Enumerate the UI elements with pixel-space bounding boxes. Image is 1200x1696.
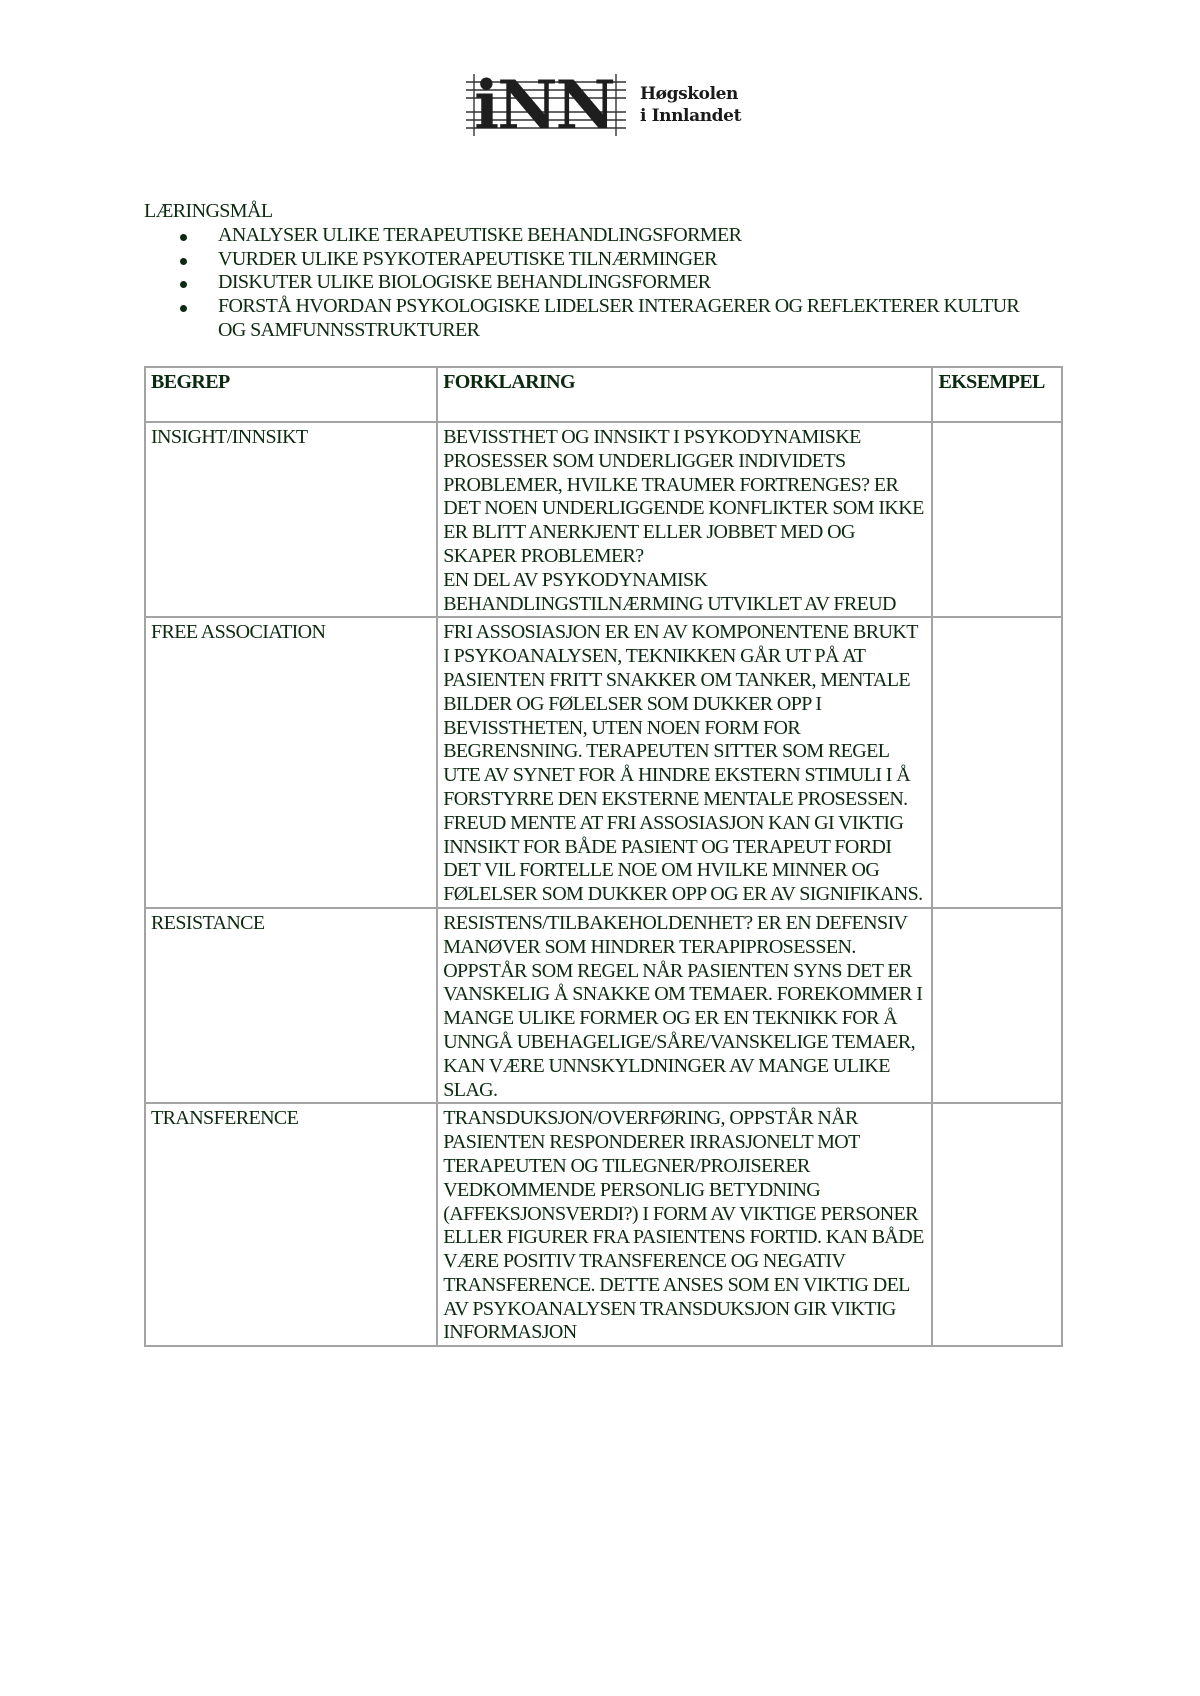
header-explanation: FORKLARING (437, 367, 932, 422)
logo-line-1: Høgskolen (640, 84, 739, 104)
objective-item (144, 224, 1044, 248)
explanation-cell: TRANSDUKSJON/OVERFØRING, OPPSTÅR NÅR PASIENTEN RESPONDERER IRRASJONELT MOT TERAPEUTEN OG TILEGNER/PROJISERER VEDKOMMENDE PERSONLIG BETYDNING (AFFEKSJONSVERDI?) I FORM AV VIKTIGE PERSONER ELLER FIGURER FRA PASIENTENS FORTID. KAN BÅDE VÆRE POSITIV TRANSFERENCE OG NEGATIV TRANSFERENCE. DETTE ANSES SOM EN VIKTIG DEL AV PSYKOANALYSEN TRANSDUKSJON GIR VIKTIG INFORMASJON (437, 1103, 932, 1346)
institution-logo (466, 70, 741, 140)
objectives-heading: LÆRINGSMÅL (144, 200, 273, 222)
objective-item (144, 295, 1044, 343)
objective-item (144, 271, 1044, 295)
objective-item (144, 248, 1044, 272)
logo-line-2: i Innlandet (640, 106, 742, 126)
objective-text: FORSTÅ HVORDAN PSYKOLOGISKE LIDELSER INTERAGERER OG REFLEKTERER KULTUR OG SAMFUNNSSTRUKTURER (218, 295, 1020, 341)
term-cell: RESISTANCE (145, 908, 437, 1103)
table-header-row (145, 367, 1062, 422)
term-cell: TRANSFERENCE (145, 1103, 437, 1346)
objective-text: ANALYSER ULIKE TERAPEUTISKE BEHANDLINGSFORMER (218, 223, 742, 246)
learning-objectives (144, 200, 1044, 343)
objective-text: VURDER ULIKE PSYKOTERAPEUTISKE TILNÆRMINGER (218, 247, 717, 270)
explanation-cell: BEVISSTHET OG INNSIKT I PSYKODYNAMISKE PROSESSER SOM UNDERLIGGER INDIVIDETS PROBLEMER, HVILKE TRAUMER FORTRENGES? ER DET NOEN UNDERLIGGENDE KONFLIKTER SOM IKKE ER BLITT ANERKJENT ELLER JOBBET MED OG SKAPER PROBLEMER? EN DEL AV PSYKODYNAMISK BEHANDLINGSTILNÆRMING UTVIKLET AV FREUD (437, 422, 932, 617)
example-cell (932, 1103, 1062, 1346)
example-cell (932, 422, 1062, 617)
bullet-icon (180, 258, 187, 265)
term-cell: FREE ASSOCIATION (145, 617, 437, 908)
concept-table (144, 366, 1063, 1347)
table-row (145, 422, 1062, 617)
explanation-cell: RESISTENS/TILBAKEHOLDENHET? ER EN DEFENSIV MANØVER SOM HINDRER TERAPIPROSESSEN. OPPSTÅR SOM REGEL NÅR PASIENTEN SYNS DET ER VANSKELIG Å SNAKKE OM TEMAER. FOREKOMMER I MANGE ULIKE FORMER OG ER EN TEKNIKK FOR Å UNNGÅ UBEHAGELIGE/SÅRE/VANSKELIGE TEMAER, KAN VÆRE UNNSKYLDNINGER AV MANGE ULIKE SLAG. (437, 908, 932, 1103)
header-term: BEGREP (145, 367, 437, 422)
example-cell (932, 908, 1062, 1103)
bullet-icon (180, 305, 187, 312)
table-row (145, 908, 1062, 1103)
explanation-cell: FRI ASSOSIASJON ER EN AV KOMPONENTENE BRUKT I PSYKOANALYSEN, TEKNIKKEN GÅR UT PÅ AT PASIENTEN FRITT SNAKKER OM TANKER, MENTALE BILDER OG FØLELSER SOM DUKKER OPP I BEVISSTHETEN, UTEN NOEN FORM FOR BEGRENSNING. TERAPEUTEN SITTER SOM REGEL UTE AV SYNET FOR Å HINDRE EKSTERN STIMULI I Å FORSTYRRE DEN EKSTERNE MENTALE PROSESSEN. FREUD MENTE AT FRI ASSOSIASJON KAN GI VIKTIG INNSIKT FOR BÅDE PASIENT OG TERAPEUT FORDI DET VIL FORTELLE NOE OM HVILKE MINNER OG FØLELSER SOM DUKKER OPP OG ER AV SIGNIFIKANS. (437, 617, 932, 908)
term-cell: INSIGHT/INNSIKT (145, 422, 437, 617)
logo-wordmark (640, 83, 741, 127)
example-cell (932, 617, 1062, 908)
inn-logo-mark (466, 70, 626, 140)
bullet-icon (180, 234, 187, 241)
svg-text:iNN: iNN (474, 70, 614, 140)
header-example: EKSEMPEL (932, 367, 1062, 422)
objective-text: DISKUTER ULIKE BIOLOGISKE BEHANDLINGSFORMER (218, 271, 711, 294)
table-row (145, 617, 1062, 908)
bullet-icon (180, 281, 187, 288)
table-row (145, 1103, 1062, 1346)
objectives-list (144, 224, 1044, 343)
